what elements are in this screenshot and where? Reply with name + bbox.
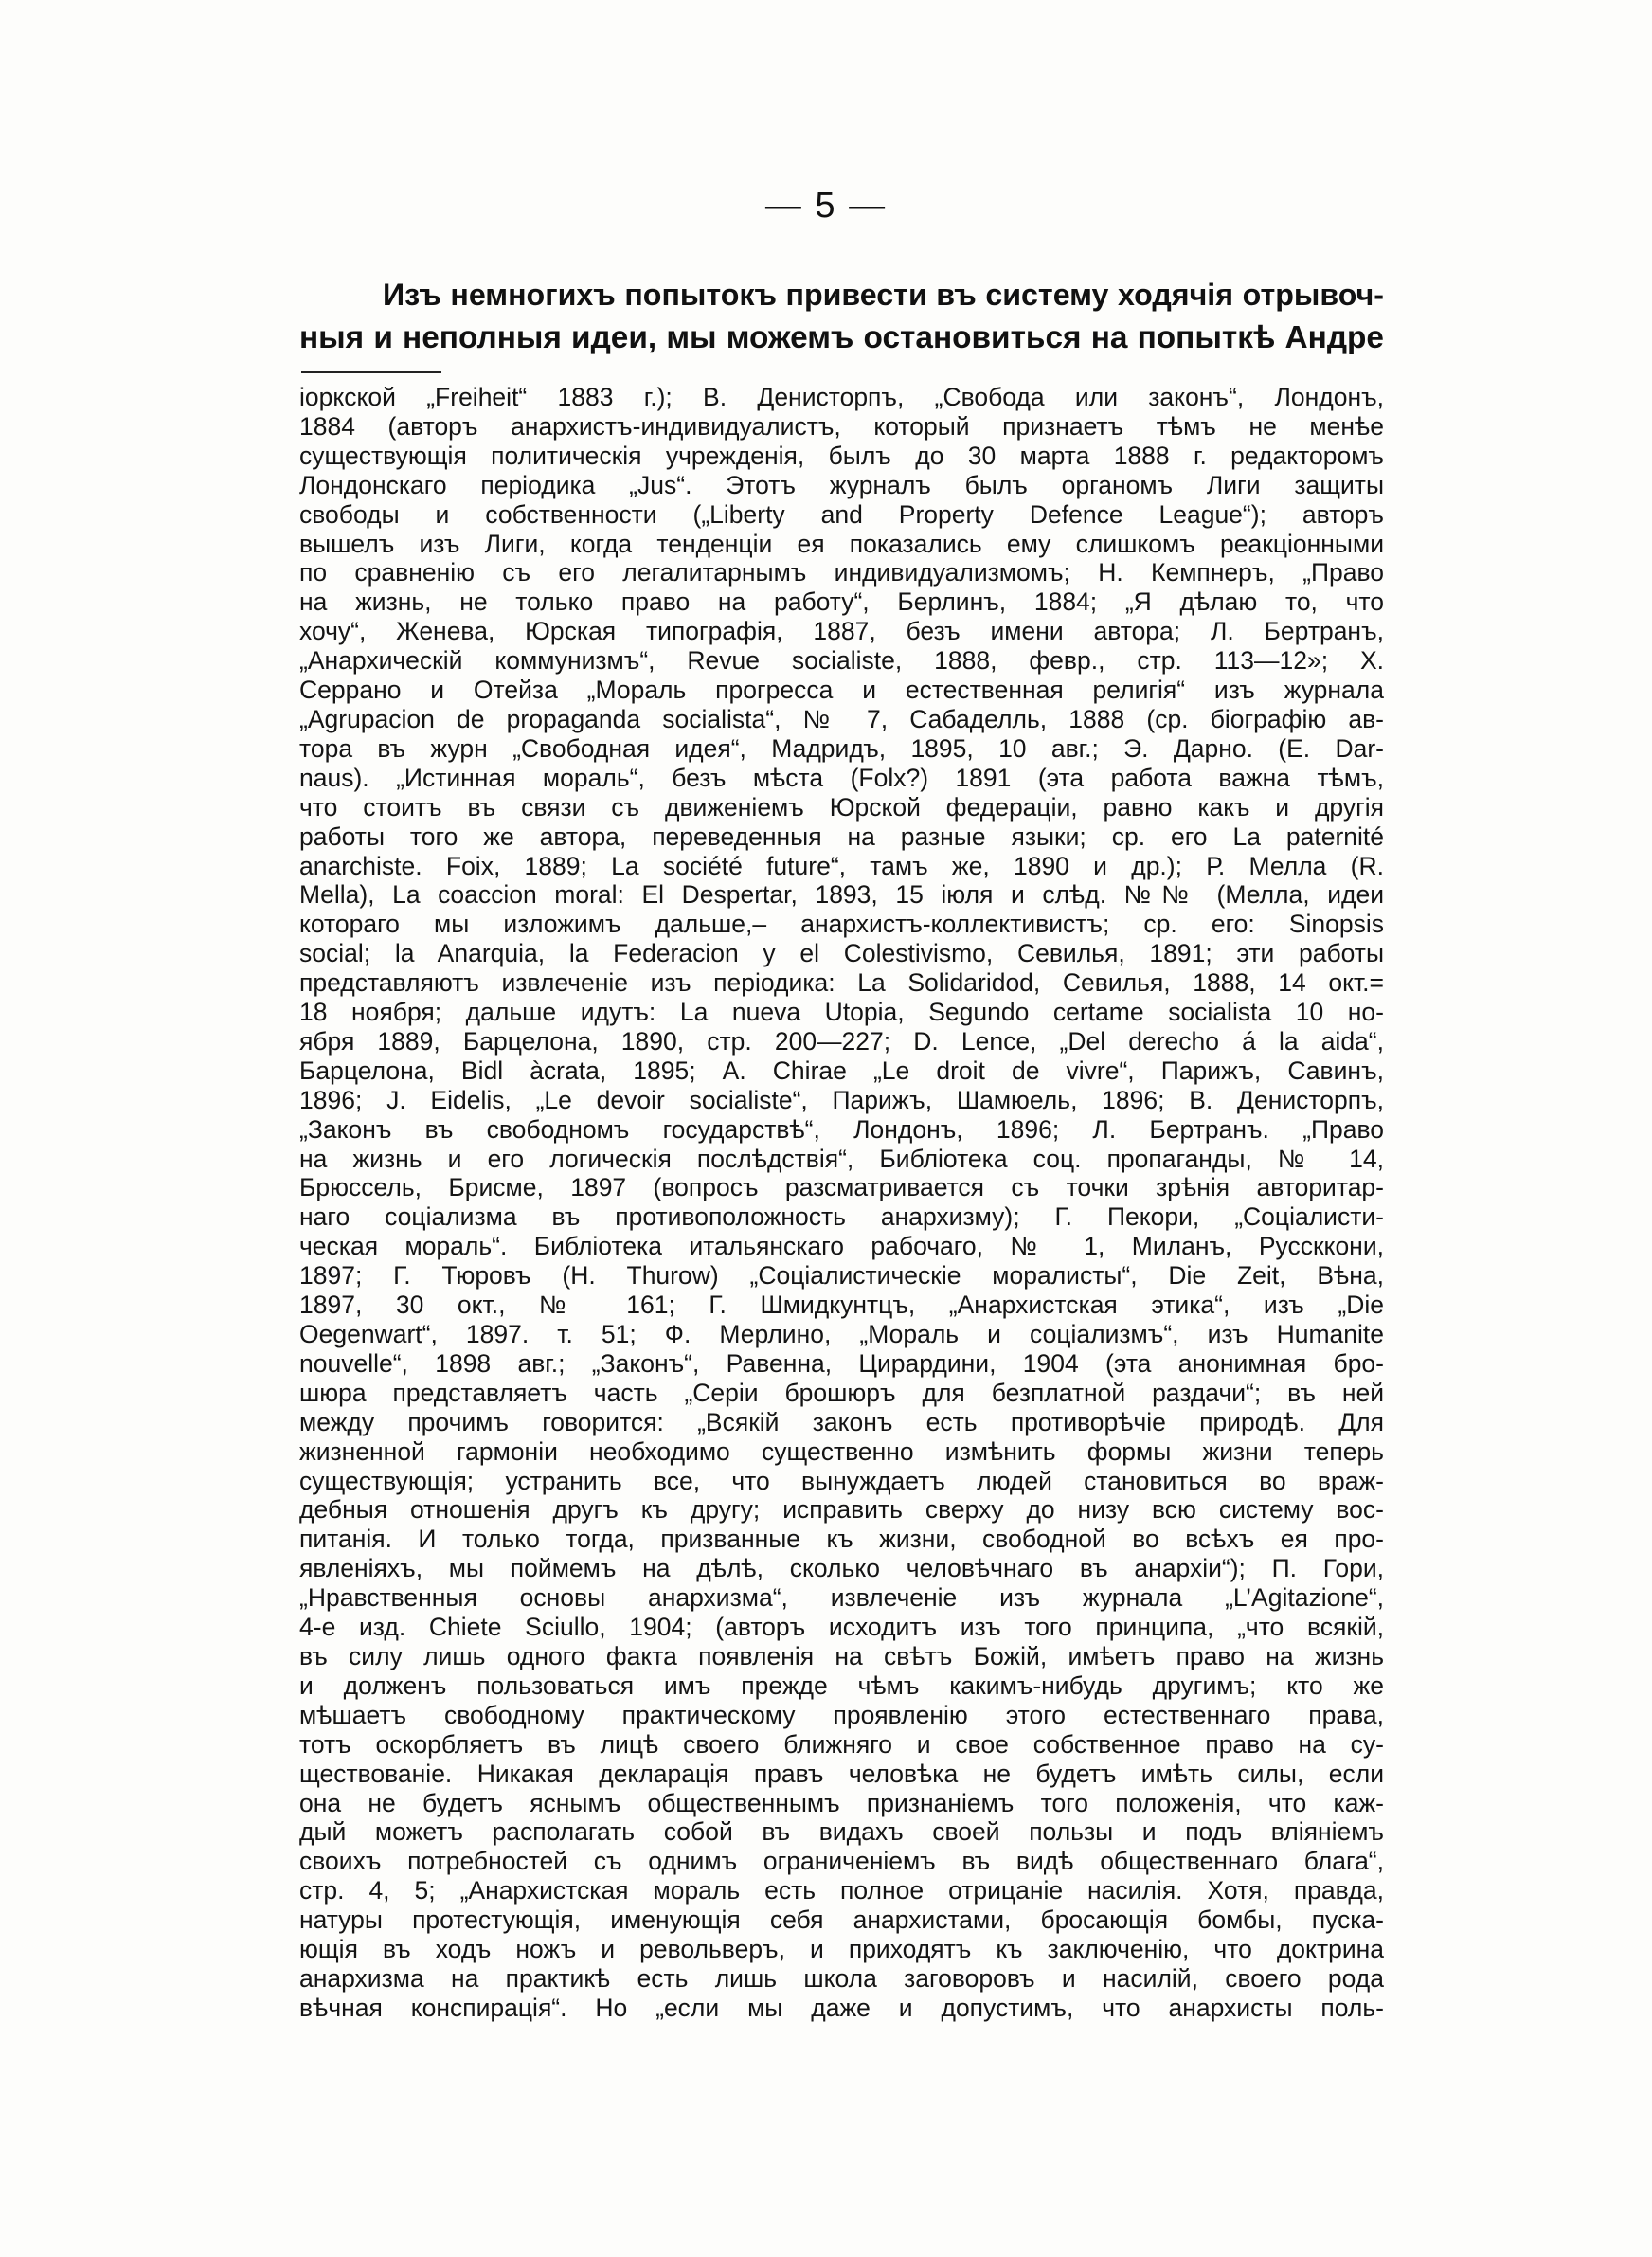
footnote-line: вышелъ изъ Лиги, когда тенденціи ея показались ему слишкомъ реакціонными (299, 529, 1384, 558)
footnote-line: ября 1889, Барцелона, 1890, стр. 200—227; D. Lence, „Del derecho á la aida“, (299, 1026, 1384, 1056)
footnote-line: она не будетъ яснымъ общественнымъ признаніемъ того положенія, что каж- (299, 1788, 1384, 1817)
footnote-line: и долженъ пользоваться имъ прежде чѣмъ какимъ-нибудь другимъ; кто же (299, 1670, 1384, 1700)
footnote-line: представляютъ извлеченіе изъ періодика: La Solidaridod, Севилья, 1888, 14 окт.= (299, 968, 1384, 998)
footnote-line: явленіяхъ, мы поймемъ на дѣлѣ, сколько человѣчнаго въ анархіи“); П. Гори, (299, 1554, 1384, 1583)
footnote-line: 1896; J. Eidelis, „Le devoir socialiste“, Парижъ, Шамюель, 1896; В. Денисторпъ, (299, 1085, 1384, 1114)
footnote-line: social; la Anarquia, la Federacion y el Colestivismo, Севилья, 1891; эти работы (299, 939, 1384, 968)
footnote-line: Oegenwart“, 1897. т. 51; Ф. Мерлино, „Мораль и соціализмъ“, изъ Humanite (299, 1320, 1384, 1348)
footnote-line: свободы и собственности („Liberty and Property Defence League“); авторъ (299, 499, 1384, 529)
footnote-line: хочу“, Женева, Юрская типографія, 1887, безъ имени автора; Л. Бертранъ, (299, 617, 1384, 646)
footnote-line: „Agrupacion de propaganda socialista“, № 7, Сабаделль, 1888 (ср. біографію ав- (299, 704, 1384, 733)
footnote-line: существующія; устранить все, что вынуждаетъ людей становиться во враж- (299, 1466, 1384, 1495)
footnote-line: anarchiste. Foix, 1889; La société future“, тамъ же, 1890 и др.); Р. Мелла (R. (299, 851, 1384, 880)
footnote-line: на жизнь и его логическія послѣдствія“, Библіотека соц. пропаганды, № 14, (299, 1144, 1384, 1173)
footnote-block (299, 383, 1384, 2023)
footnote-line: дебныя отношенія другъ къ другу; исправить сверху до низу всю систему вос- (299, 1495, 1384, 1525)
footnote-line: „Анархическій коммунизмъ“, Revue socialiste, 1888, февр., стр. 113—12»; Х. (299, 646, 1384, 676)
footnote-line: анархизма на практикѣ есть лишь школа заговоровъ и насилій, своего рода (299, 1963, 1384, 1993)
footnote-line: naus). „Истинная мораль“, безъ мѣста (Folx?) 1891 (эта работа важна тѣмъ, (299, 763, 1384, 792)
footnote-line: питанія. И только тогда, призванные къ жизни, свободной во всѣхъ ея про- (299, 1525, 1384, 1554)
footnote-line: 1897; Г. Тюровъ (Н. Thurow) „Соціалистическіе моралисты“, Die Zeit, Вѣна, (299, 1261, 1384, 1291)
footnote-line: котораго мы изложимъ дальше,– анархистъ-коллективистъ; ср. его: Sinopsis (299, 910, 1384, 939)
footnote-line: натуры протестующія, именующія себя анархистами, бросающія бомбы, пуска- (299, 1905, 1384, 1935)
footnote-line: тора въ журн „Свободная идея“, Мадридъ, 1895, 10 авг.; Э. Дарно. (Е. Dar- (299, 733, 1384, 763)
footnote-line: наго соціализма въ противоположность анархизму); Г. Пекори, „Соціалисти- (299, 1202, 1384, 1232)
footnote-line: ществованіе. Никакая декларація правъ человѣка не будетъ имѣть силы, если (299, 1759, 1384, 1788)
footnote-line: тотъ оскорбляетъ въ лицѣ своего ближняго и свое собственное право на су- (299, 1729, 1384, 1759)
footnote-line: 1884 (авторъ анархистъ-индивидуалистъ, который признаетъ тѣмъ не менѣе (299, 411, 1384, 441)
footnote-line: Лондонскаго періодика „Jus“. Этотъ журналъ былъ органомъ Лиги защиты (299, 470, 1384, 499)
footnote-line: по сравненію съ его легалитарнымъ индивидуализмомъ; Н. Кемпнеръ, „Право (299, 558, 1384, 587)
footnote-line: „Законъ въ свободномъ государствѣ“, Лондонъ, 1896; Л. Бертранъ. „Право (299, 1114, 1384, 1144)
footnote-line: Брюссель, Брисме, 1897 (вопросъ разсматривается съ точки зрѣнія авторитар- (299, 1173, 1384, 1202)
footnote-line: дый можетъ располагать собой въ видахъ своей пользы и подъ вліяніемъ (299, 1817, 1384, 1847)
footnote-line: жизненной гармоніи необходимо существенно измѣнить формы жизни теперь (299, 1436, 1384, 1466)
footnote-line: nouvelle“, 1898 авг.; „Законъ“, Равенна, Цирардини, 1904 (эта анонимная бро- (299, 1348, 1384, 1378)
footnote-line: 4-е изд. Chiete Sciullo, 1904; (авторъ исходитъ изъ того принципа, „что всякій, (299, 1613, 1384, 1642)
footnote-line: ческая мораль“. Библіотека итальянскаго рабочаго, № 1, Миланъ, Руссккони, (299, 1232, 1384, 1261)
footnote-line: „Нравственныя основы анархизма“, извлеченіе изъ журнала „L’Agitazione“, (299, 1583, 1384, 1613)
footnote-line: существующія политическія учрежденія, былъ до 30 марта 1888 г. редакторомъ (299, 441, 1384, 470)
footnote-line: Барцелона, Bidl àcrata, 1895; А. Chirae „Le droit de vivre“, Парижъ, Савинъ, (299, 1056, 1384, 1085)
footnote-line: ющія въ ходъ ножъ и револьверъ, и приходятъ къ заключенію, что доктрина (299, 1935, 1384, 1964)
footnote-line: между прочимъ говорится: „Всякій законъ есть противорѣчіе природѣ. Для (299, 1407, 1384, 1436)
footnote-line: Серрано и Отейза „Мораль прогресса и естественная религія“ изъ журнала (299, 676, 1384, 705)
footnote-line: 1897, 30 окт., № 161; Г. Шмидкунтцъ, „Анархистская этика“, изъ „Die (299, 1291, 1384, 1320)
footnote-line: вѣчная конспирація“. Но „если мы даже и допустимъ, что анархисты поль- (299, 1993, 1384, 2022)
footnote-line: мѣшаетъ свободному практическому проявленію этого естественнаго права, (299, 1700, 1384, 1729)
main-text-line: Изъ немногихъ попытокъ привести въ систему ходячія отрывоч- (383, 278, 1384, 312)
footnote-line: своихъ потребностей съ однимъ ограниченіемъ въ видѣ общественнаго блага“, (299, 1847, 1384, 1876)
main-paragraph (299, 273, 1384, 360)
footnote-separator (301, 371, 441, 373)
footnote-line: въ силу лишь одного факта появленія на свѣтъ Божій, имѣетъ право на жизнь (299, 1641, 1384, 1670)
footnote-line: шюра представляетъ часть „Серіи брошюръ для безплатной раздачи“; въ ней (299, 1378, 1384, 1407)
footnote-line: на жизнь, не только право на работу“, Берлинъ, 1884; „Я дѣлаю то, что (299, 587, 1384, 617)
page-number: — 5 — (764, 186, 888, 226)
footnote-line: что стоитъ въ связи съ движеніемъ Юрской федераціи, равно какъ и другія (299, 792, 1384, 822)
footnote-line: іоркской „Freiheit“ 1883 г.); В. Денисторпъ, „Свобода или законъ“, Лондонъ, (299, 383, 1384, 411)
footnote-line: Mella), La coaccion moral: El Despertar, 1893, 15 іюля и слѣд. №№ (Мелла, идеи (299, 880, 1384, 910)
footnote-line: 18 ноября; дальше идутъ: La nueva Utopia, Segundo certame socialista 10 но- (299, 998, 1384, 1027)
footnote-line: работы того же автора, переведенныя на разные языки; ср. его La paternité (299, 822, 1384, 851)
main-text-line: ныя и неполныя идеи, мы можемъ остановиться на попыткѣ Андре (299, 320, 1384, 355)
footnote-line: стр. 4, 5; „Анархистская мораль есть полное отрицаніе насилія. Хотя, правда, (299, 1876, 1384, 1905)
